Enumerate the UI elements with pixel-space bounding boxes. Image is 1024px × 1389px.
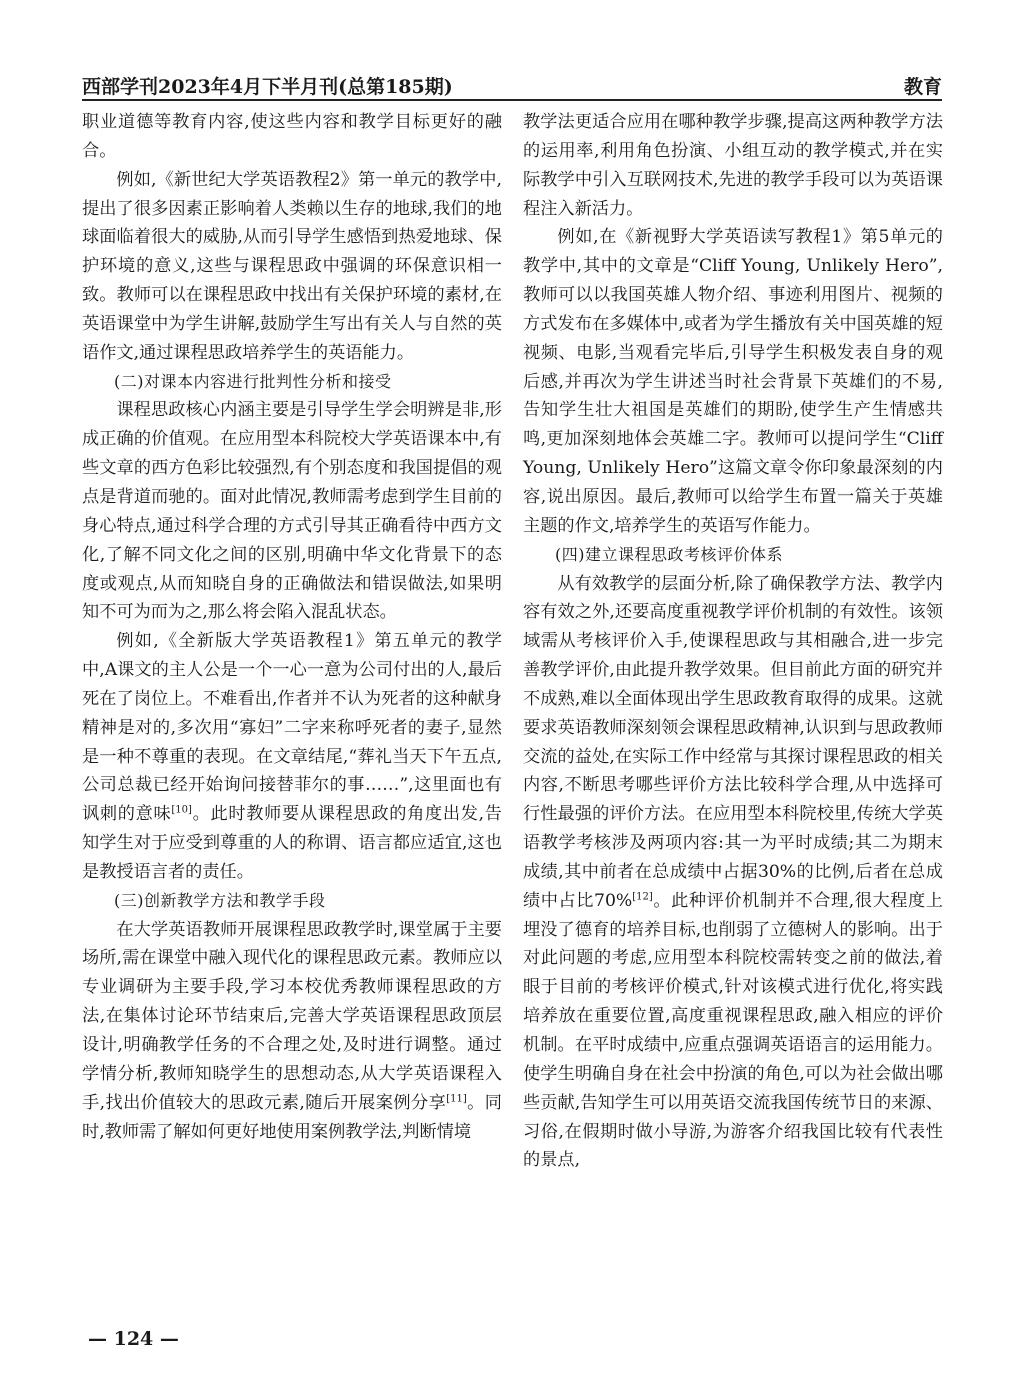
paragraph-text: 例如,《全新版大学英语教程1》第五单元的教学中,A课文的主人公是一个一心一意为公司付出的人,最后死在了岗位上。不难看出,作者并不认为死者的这种献身精神是对的,多次用“寡妇”二字来称呼死者的妻子,显然是一种不尊重的表现。在文章结尾,“葬礼当天下午五点,公司总裁已经开始询问接替菲尔的事……”,这里面也有讽刺的意味 bbox=[82, 631, 502, 825]
paragraph: 例如,《新世纪大学英语教程2》第一单元的教学中,提出了很多因素正影响着人类赖以生存的地球,我们的地球面临着很大的威胁,从而引导学生感悟到热爱地球、保护环境的意义,这些与课程思政中强调的环保意识相一致。教师可以在课程思政中找出有关保护环境的素材,在英语课堂中为学生讲解,鼓励学生写出有关人与自然的英语作文,通过课程思政培养学生的英语能力。 bbox=[82, 169, 502, 363]
citation: [10] bbox=[171, 804, 192, 816]
paragraph-text: 。同时,教师需了解如何更好地使用案例教学法,判断情境 bbox=[82, 1092, 502, 1142]
page-header bbox=[82, 72, 942, 102]
right-column bbox=[523, 108, 943, 1175]
paragraph: 教学法更适合应用在哪种教学步骤,提高这两种教学方法的运用率,利用角色扮演、小组互动的教学模式,并在实际教学中引入互联网技术,先进的教学手段可以为英语课程注入新活力。 bbox=[523, 112, 943, 219]
paragraph: 职业道德等教育内容,使这些内容和教学目标更好的融合。 bbox=[82, 112, 502, 161]
paragraph bbox=[82, 916, 502, 1147]
left-column bbox=[82, 108, 502, 1146]
citation: [11] bbox=[446, 1092, 467, 1104]
section-heading: (四)建立课程思政考核评价体系 bbox=[555, 544, 783, 564]
paragraph-text: 。此时教师要从课程思政的角度出发,告知学生对于应受到尊重的人的称谓、语言都应适宜,这也是教授语言者的责任。 bbox=[82, 804, 502, 882]
citation: [12] bbox=[632, 891, 653, 903]
section-heading: (三)创新教学方法和教学手段 bbox=[114, 890, 326, 910]
paragraph-text: 从有效教学的层面分析,除了确保教学方法、教学内容有效之外,还要高度重视教学评价机制的有效性。该领域需从考核评价入手,使课程思政与其相融合,进一步完善教学评价,由此提升教学效果。但目前此方面的研究并不成熟,难以全面体现出学生思政教育取得的成果。这就要求英语教师深刻领会课程思政精神,认识到与思政教师交流的益处,在实际工作中经常与其探讨课程思政的相关内容,不断思考哪些评价方法比较科学合理,从中选择可行性最强的评价方法。在应用型本科院校里,传统大学英语教学考核涉及两项内容:其一为平时成绩;其二为期末成绩,其中前者在总成绩中占据30%的比例,后者在总成绩中占比70% bbox=[523, 573, 943, 911]
page-number: — 124 — bbox=[88, 1328, 179, 1350]
section-heading: (二)对课本内容进行批判性分析和接受 bbox=[114, 371, 392, 391]
paragraph bbox=[82, 627, 502, 887]
paragraph-text: 。此种评价机制并不合理,很大程度上埋没了德育的培养目标,也削弱了立德树人的影响。出于对此问题的考虑,应用型本科院校需转变之前的做法,着眼于目前的考核评价模式,针对该模式进行优化,将实践培养放在重要位置,高度重视课程思政,融入相应的评价机制。在平时成绩中,应重点强调英语语言的运用能力。使学生明确自身在社会中扮演的角色,可以为社会做出哪些贡献,告知学生可以用英语交流我国传统节日的来源、习俗,在假期时做小导游,为游客介绍我国比较有代表性的景点, bbox=[523, 890, 943, 1171]
paragraph-text: 在大学英语教师开展课程思政教学时,课堂属于主要场所,需在课堂中融入现代化的课程思政元素。教师应以专业调研为主要手段,学习本校优秀教师课程思政的方法,在集体讨论环节结束后,完善大学英语课程思政顶层设计,明确教学任务的不合理之处,及时进行调整。通过学情分析,教师知晓学生的思想动态,从大学英语课程入手,找出价值较大的思政元素,随后开展案例分享 bbox=[82, 919, 502, 1113]
header-rule bbox=[82, 99, 942, 101]
journal-title: 西部学刊2023年4月下半月刊(总第185期) bbox=[82, 76, 453, 98]
paragraph: 课程思政核心内涵主要是引导学生学会明辨是非,形成正确的价值观。在应用型本科院校大学英语课本中,有些文章的西方色彩比较强烈,有个别态度和我国提倡的观点是背道而驰的。面对此情况,教师需考虑到学生目前的身心特点,通过科学合理的方式引导其正确看待中西方文化,了解不同文化之间的区别,明确中华文化背景下的态度或观点,从而知晓自身的正确做法和错误做法,如果明知不可为而为之,那么将会陷入混乱状态。 bbox=[82, 400, 502, 623]
paragraph: 例如,在《新视野大学英语读写教程1》第5单元的教学中,其中的文章是“Cliff Young, Unlikely Hero”,教师可以以我国英雄人物介绍、事迹利用图片、视频的方式发布在多媒体中,或者为学生播放有关中国英雄的短视频、电影,当观看完毕后,引导学生积极发表自身的观后感,并再次为学生讲述当时社会背景下英雄们的不易,告知学生壮大祖国是英雄们的期盼,使学生产生情感共鸣,更加深刻地体会英雄二字。教师可以提问学生“Cliff Young, Unlikely Hero”这篇文章令你印象最深刻的内容,说出原因。最后,教师可以给学生布置一篇关于英雄主题的作文,培养学生的英语写作能力。 bbox=[523, 227, 943, 536]
section-label: 教育 bbox=[903, 76, 942, 98]
paragraph bbox=[523, 570, 943, 1176]
